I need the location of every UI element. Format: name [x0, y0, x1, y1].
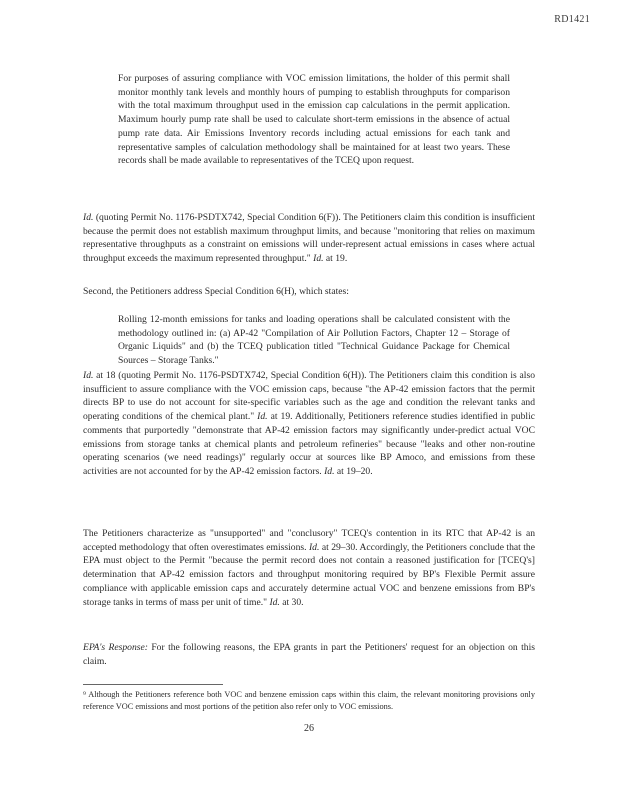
paragraph-text: at 19.: [323, 253, 348, 265]
paragraph-text: at 19. Additionally, Petitioners reference studies identified in public comments that purportedly "demonstrate that AP-42 emission factors may significantly under-predict actual VOC emissions from storage tanks at chemical plants and petroleum refineries" because "leaks and other non-routine operating scenarios (we need readings)" regularly occur at sources like BP Amoco, and emissions from these activities are not accounted for by the AP-42 emission factors.: [83, 411, 535, 477]
paragraph-condition-6f-claim: [83, 211, 535, 266]
footnote-divider: [83, 684, 223, 685]
paragraph-petitioners-conclusion: [83, 527, 535, 609]
paragraph-text: For the following reasons, the EPA grants in part the Petitioners' request for an objection on this claim.: [83, 642, 535, 667]
citation-id: Id.: [83, 370, 94, 381]
footnote: [83, 689, 535, 712]
paragraph-text: (quoting Permit No. 1176-PSDTX742, Special Condition 6(F)). The Petitioners claim this condition is insufficient because the permit does not establish maximum throughput limits, and because "monitoring that relies on maximum representative throughputs as a constraint on emissions will under-represent actual emissions in cases where actual throughput exceeds the maximum represented throughput.": [83, 212, 535, 265]
page-number: 26: [304, 723, 314, 734]
block-quote-special-condition-6h: Rolling 12-month emissions for tanks and loading operations shall be calculated consistent with the methodology outlined in: (a) AP-42 "Compilation of Air Pollution Factors, Chapter 12 – Storage of Organic Liquids" and (b) the TCEQ publication titled "Technical Guidance Package for Chemical Sources – Storage Tanks.": [118, 314, 510, 367]
footnote-marker: ⁹: [83, 690, 86, 699]
citation-id: Id.: [257, 411, 268, 423]
paragraph-text: at 30.: [279, 596, 304, 608]
citation-id: Id.: [324, 465, 335, 477]
citation-id: Id.: [308, 541, 320, 553]
response-heading: EPA's Response:: [83, 642, 148, 653]
paragraph-condition-6h-intro: Second, the Petitioners address Special Condition 6(H), which states:: [83, 286, 349, 297]
paragraph-text: at 18 (quoting Permit No. 1176-PSDTX742, Special Condition 6(H)). The Petitioners claim this condition is also insufficient to assure compliance with the VOC emission caps, because "the AP-42 emission factors that the permit directs BP to use do not account for site-specific variables such as the age and condition the relevant tanks and operating conditions of the chemical plant.": [83, 370, 535, 423]
citation-id: Id.: [269, 596, 280, 608]
paragraph-epa-response: [83, 641, 535, 668]
paragraph-text: at 19–20.: [334, 465, 373, 477]
citation-id: Id.: [83, 212, 94, 223]
document-id: RD1421: [554, 14, 590, 25]
paragraph-text: at 29–30. Accordingly, the Petitioners conclude that the EPA must object to the Permit "because the permit record does not contain a reasoned justification for [TCEQ's] determination that AP-42 emission factors and throughput monitoring required by BP's Flexible Permit assure compliance with applicable emission caps and accurately determine actual VOC and benzene emissions from BP's storage tanks in terms of mass per unit of time.": [83, 541, 535, 608]
block-quote-special-condition-6f: For purposes of assuring compliance with VOC emission limitations, the holder of this permit shall monitor monthly tank levels and monthly hours of pumping to establish throughputs for comparison with the total maximum throughput used in the emission cap calculations in the permit application. Maximum hourly pump rate shall be used to calculate short-term emissions in the absence of actual pump rate data. Air Emissions Inventory records including actual emissions for each tank and representative samples of calculation methodology shall be maintained for at least two years. These records shall be made available to representatives of the TCEQ upon request.: [118, 73, 510, 167]
footnote-text: Although the Petitioners reference both VOC and benzene emission caps within this claim, the relevant monitoring provisions only reference VOC emissions and most portions of the petition also refer only to VOC emissions.: [83, 690, 535, 711]
paragraph-text: The Petitioners characterize as "unsupported" and "conclusory" TCEQ's contention in its RTC that AP-42 is an accepted methodology that often overestimates emissions.: [83, 528, 535, 553]
citation-id: Id.: [313, 253, 324, 265]
paragraph-condition-6h-claim: [83, 369, 535, 479]
